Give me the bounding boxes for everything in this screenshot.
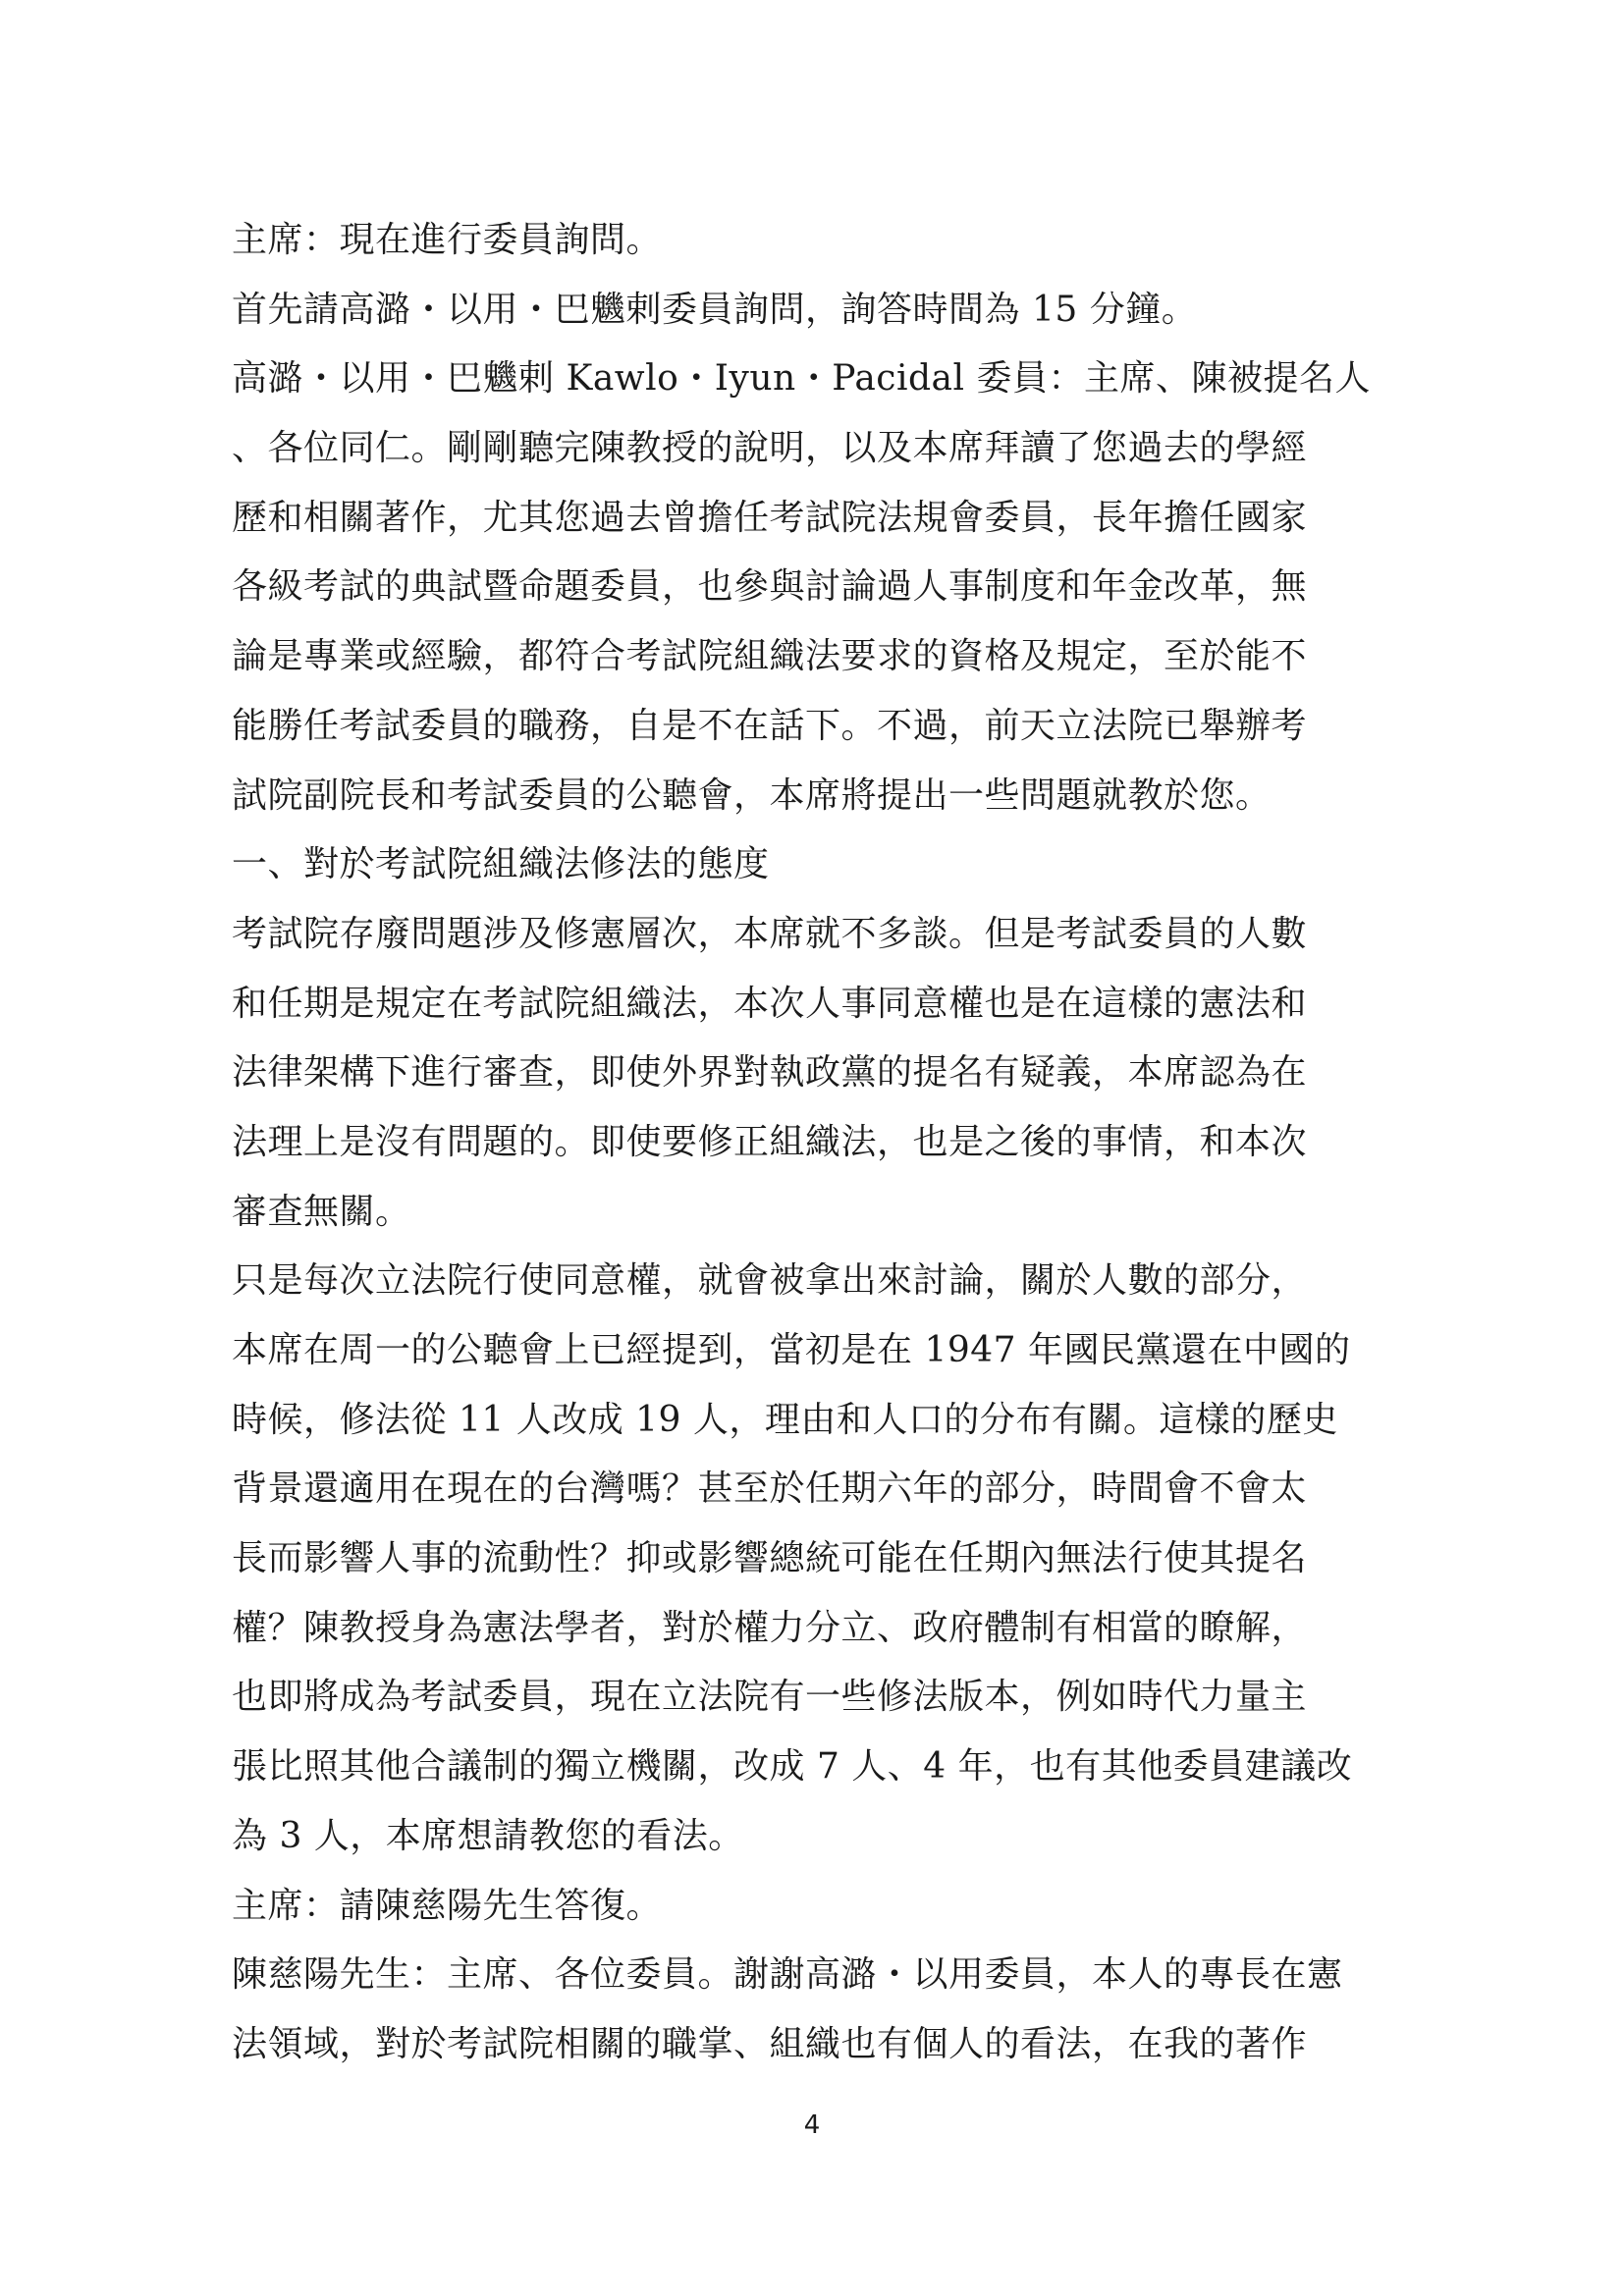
section-heading: 一、對於考試院組織法修法的態度 [232,844,770,885]
text-line: 論是專業或經驗，都符合考試院組織法要求的資格及規定，至於能不 [232,636,1308,677]
text-line: 主席：現在進行委員詢問。 [232,220,663,260]
transcript-body [232,206,1390,2080]
text-line: 法領域，對於考試院相關的職掌、組織也有個人的看法，在我的著作 [232,2023,1308,2064]
text-line: 各級考試的典試暨命題委員，也參與討論過人事制度和年金改革，無 [232,566,1308,608]
text-line: 張比照其他合議制的獨立機關，改成 7 人、4 年，也有其他委員建議改 [232,1746,1353,1788]
text-line: 首先請高潞・以用・巴魕剌委員詢問，詢答時間為 15 分鐘。 [232,289,1198,330]
text-line: 、各位同仁。剛剛聽完陳教授的說明，以及本席拜讀了您過去的學經 [232,428,1308,469]
text-line: 本席在周一的公聽會上已經提到，當初是在 1947 年國民黨還在中國的 [232,1330,1351,1370]
text-line: 法理上是沒有問題的。即使要修正組織法，也是之後的事情，和本次 [232,1121,1308,1162]
text-line: 試院副院長和考試委員的公聽會，本席將提出一些問題就教於您。 [232,774,1272,816]
text-line: 和任期是規定在考試院組織法，本次人事同意權也是在這樣的憲法和 [232,983,1308,1024]
text-line: 為 3 人，本席想請教您的看法。 [232,1815,744,1856]
text-line: 考試院存廢問題涉及修憲層次，本席就不多談。但是考試委員的人數 [232,913,1308,954]
text-line: 歷和相關著作，尤其您過去曾擔任考試院法規會委員，長年擔任國家 [232,497,1308,538]
text-line: 能勝任考試委員的職務，自是不在話下。不過，前天立法院已舉辦考 [232,705,1308,746]
text-line: 高潞・以用・巴魕剌 Kawlo・Iyun・Pacidal 委員：主席、陳被提名人 [232,358,1371,400]
text-line: 時候，修法從 11 人改成 19 人，理由和人口的分布有關。這樣的歷史 [232,1399,1338,1440]
page-number: 4 [803,2110,821,2140]
text-line: 陳慈陽先生：主席、各位委員。謝謝高潞・以用委員，本人的專長在憲 [232,1954,1343,1996]
text-line: 主席：請陳慈陽先生答復。 [232,1885,663,1926]
text-line: 背景還適用在現在的台灣嗎？甚至於任期六年的部分，時間會不會太 [232,1468,1308,1510]
text-line: 也即將成為考試委員，現在立法院有一些修法版本，例如時代力量主 [232,1677,1308,1718]
text-line: 長而影響人事的流動性？抑或影響總統可能在任期內無法行使其提名 [232,1538,1308,1579]
text-line: 法律架構下進行審查，即使外界對執政黨的提名有疑義，本席認為在 [232,1052,1308,1094]
text-line: 權？陳教授身為憲法學者，對於權力分立、政府體制有相當的瞭解， [232,1607,1308,1648]
text-line: 審查無關。 [232,1191,411,1232]
text-line: 只是每次立法院行使同意權，就會被拿出來討論，關於人數的部分， [232,1260,1308,1302]
